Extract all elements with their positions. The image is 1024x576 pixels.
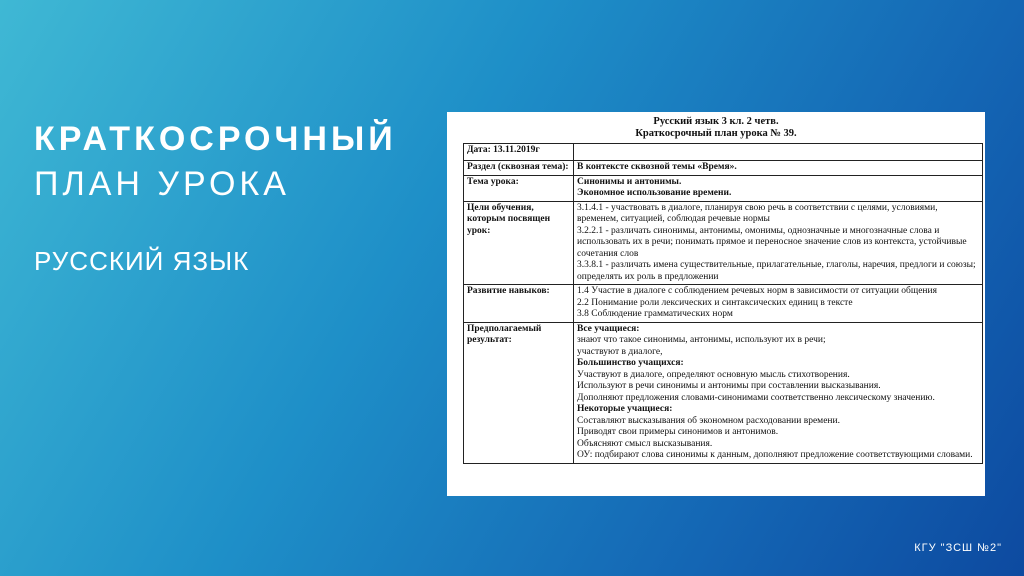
date-value-cell [574,144,983,161]
table-row [464,322,983,463]
some-line4: ОУ: подбирают слова синонимы к данным, дополняют предложение соответствующими словами. [577,450,973,460]
topic-line2: Экономное использование времени. [577,188,732,198]
topic-line1: Синонимы и антонимы. [577,176,682,187]
table-row [464,285,983,323]
skills-line2: 2.2 Понимание роли лексических и синтаксических единиц в тексте [577,297,853,308]
table-row [464,161,983,176]
some-line1: Составляют высказывания об экономном расходовании времени. [577,415,840,426]
section-value: В контексте сквозной темы «Время». [574,161,983,176]
document-header [455,116,977,140]
table-row [464,144,983,161]
some-heading: Некоторые учащиеся: [577,404,673,414]
header-line1: Русский язык 3 кл. 2 четв. [653,116,779,127]
table-row [464,201,983,285]
most-line3: Дополняют предложения словами-синонимами соответственно лексическому значению. [577,392,935,403]
goals-value [574,201,983,285]
lesson-plan-table [463,143,983,464]
slide-title-line2: ПЛАН УРОКА [34,165,290,203]
most-heading: Большинство учащихся: [577,358,684,368]
most-line1: Участвуют в диалоге, определяют основную мысль стихотворения. [577,369,850,380]
some-line3: Объясняют смысл высказывания. [577,438,713,449]
slide-footer: КГУ "ЗСШ №2" [914,542,1002,554]
result-label: Предполагаемый результат: [464,322,574,463]
most-line2: Используют в речи синонимы и антонимы при составлении высказывания. [577,381,881,391]
some-line2: Приводят свои примеры синонимов и антонимов. [577,427,779,437]
skills-label: Развитие навыков: [464,285,574,323]
table-row [464,175,983,201]
goals-line1: 3.1.4.1 - участвовать в диалоге, планируя свою речь в соответствии с целями, условиями, временем, ситуацией, соблюдая речевые нормы [577,202,938,224]
skills-line1: 1.4 Участие в диалоге с соблюдением речевых норм в зависимости от ситуации общения [577,286,937,296]
all-line1: знают что такое синонимы, антонимы, используют их в речи; [577,335,826,345]
all-line2: участвуют в диалоге, [577,346,663,357]
section-label: Раздел (сквозная тема): [464,161,574,176]
goals-label: Цели обучения, которым посвящен урок: [464,201,574,285]
lesson-plan-document [447,112,985,496]
all-heading: Все учащиеся: [577,323,640,334]
slide-title-line1: КРАТКОСРОЧНЫЙ [34,120,397,158]
skills-line3: 3.8 Соблюдение грамматических норм [577,309,733,319]
slide-subject: РУССКИЙ ЯЗЫК [34,246,250,276]
result-value [574,322,983,463]
skills-value [574,285,983,323]
topic-value [574,175,983,201]
goals-line3: 3.3.8.1 - различать имена существительные, прилагательные, глаголы, наречия, предлоги и союзы; определять их роль в предложении [577,260,976,282]
topic-label: Тема урока: [464,175,574,201]
goals-line2: 3.2.2.1 - различать синонимы, антонимы, омонимы, однозначные и многозначные слова и использовать их в речи; понимать прямое и переносное значение слов из контекста, устойчивые сочетания слов [577,225,967,259]
header-line2: Краткосрочный план урока № 39. [635,128,797,139]
date-cell: Дата: 13.11.2019г [464,144,574,161]
